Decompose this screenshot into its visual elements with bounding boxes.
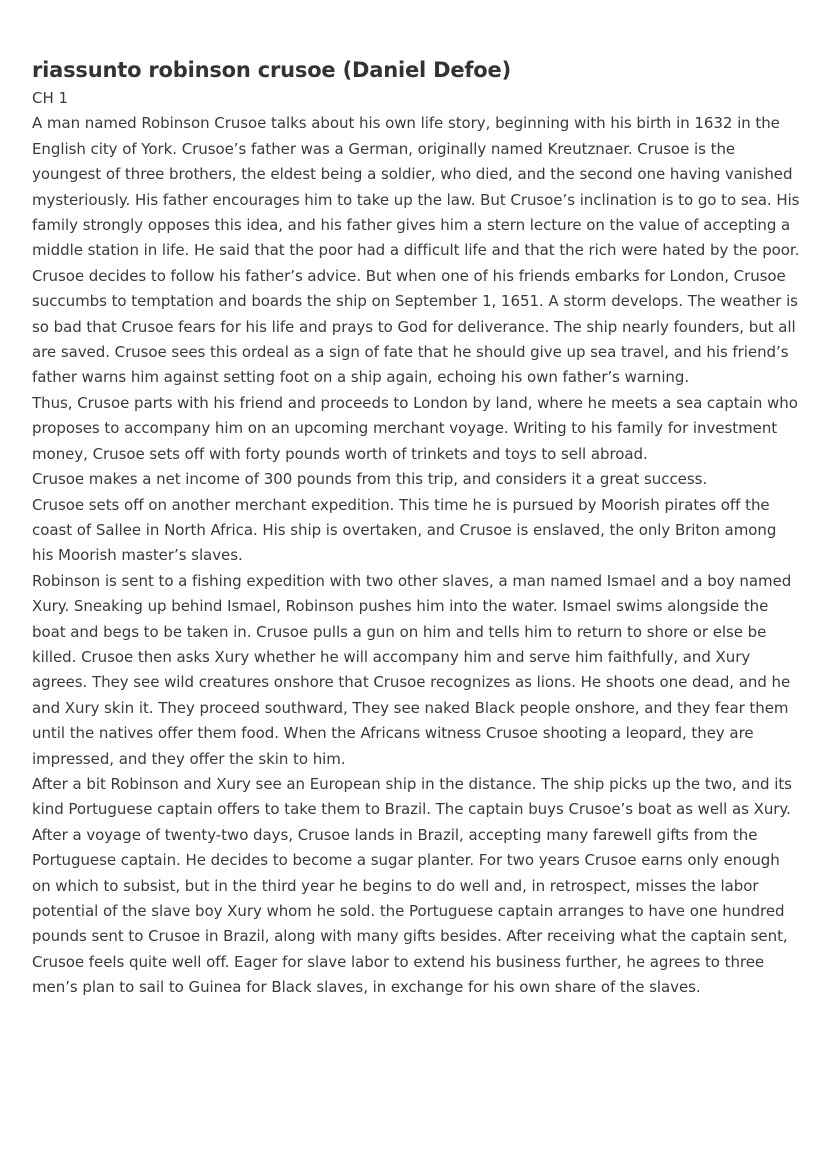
paragraph-5: Crusoe sets off on another merchant expedition. This time he is pursued by Moorish pirates off the coast of Sallee in North Africa. His ship is overtaken, and Crusoe is enslaved, the only Briton among his Moorish master’s slaves. bbox=[32, 495, 777, 565]
paragraph-8: After a voyage of twenty-two days, Crusoe lands in Brazil, accepting many farewell gifts from the Portuguese captain. He decides to become a sugar planter. For two years Crusoe earns only enough on which to subsist, but in the third year he begins to do well and, in retrospect, misses the labor potential of the slave boy Xury whom he sold. the Portuguese captain arranges to have one hundred pounds sent to Crusoe in Brazil, along with many gifts besides. After receiving what the captain sent, Crusoe feels quite well off. Eager for slave labor to extend his business further, he agrees to three men’s plan to sail to Guinea for Black slaves, in exchange for his own share of the slaves. bbox=[32, 825, 788, 997]
paragraph-6: Robinson is sent to a fishing expedition with two other slaves, a man named Ismael and a boy named Xury. Sneaking up behind Ismael, Robinson pushes him into the water. Ismael swims alongside the boat and begs to be taken in. Crusoe pulls a gun on him and tells him to return to shore or else be killed. Crusoe then asks Xury whether he will accompany him and serve him faithfully, and Xury agrees. They see wild creatures onshore that Crusoe recognizes as lions. He shoots one dead, and he and Xury skin it. They proceed southward, They see naked Black people onshore, and they fear them until the natives offer them food. When the Africans witness Crusoe shooting a leopard, they are impressed, and they offer the skin to him. bbox=[32, 571, 792, 768]
paragraph-2: Crusoe decides to follow his father’s advice. But when one of his friends embarks for London, Crusoe succumbs to temptation and boards the ship on September 1, 1651. A storm develops. The weather is so bad that Crusoe fears for his life and prays to God for deliverance. The ship nearly founders, but all are saved. Crusoe sees this ordeal as a sign of fate that he should give up sea travel, and his friend’s father warns him against setting foot on a ship again, echoing his own father’s warning. bbox=[32, 266, 798, 387]
paragraph-4: Crusoe makes a net income of 300 pounds from this trip, and considers it a great success. bbox=[32, 470, 708, 489]
document-page bbox=[32, 56, 802, 1001]
paragraph-3: Thus, Crusoe parts with his friend and proceeds to London by land, where he meets a sea captain who proposes to accompany him on an upcoming merchant voyage. Writing to his family for investment money, Crusoe sets off with forty pounds worth of trinkets and toys to sell abroad. bbox=[32, 393, 798, 463]
paragraph-1: A man named Robinson Crusoe talks about his own life story, beginning with his birth in 1632 in the English city of York. Crusoe’s father was a German, originally named Kreutznaer. Crusoe is the youngest of three brothers, the eldest being a soldier, who died, and the second one having vanished mysteriously. His father encourages him to take up the law. But Crusoe’s inclination is to go to sea. His family strongly opposes this idea, and his father gives him a stern lecture on the value of accepting a middle station in life. He said that the poor had a difficult life and that the rich were hated by the poor. bbox=[32, 114, 800, 260]
chapter-label: CH 1 bbox=[32, 89, 69, 107]
document-title: riassunto robinson crusoe (Daniel Defoe) bbox=[32, 58, 511, 82]
paragraph-7: After a bit Robinson and Xury see an European ship in the distance. The ship picks up the two, and its kind Portuguese captain offers to take them to Brazil. The captain buys Crusoe’s boat as well as Xury. bbox=[32, 774, 792, 819]
